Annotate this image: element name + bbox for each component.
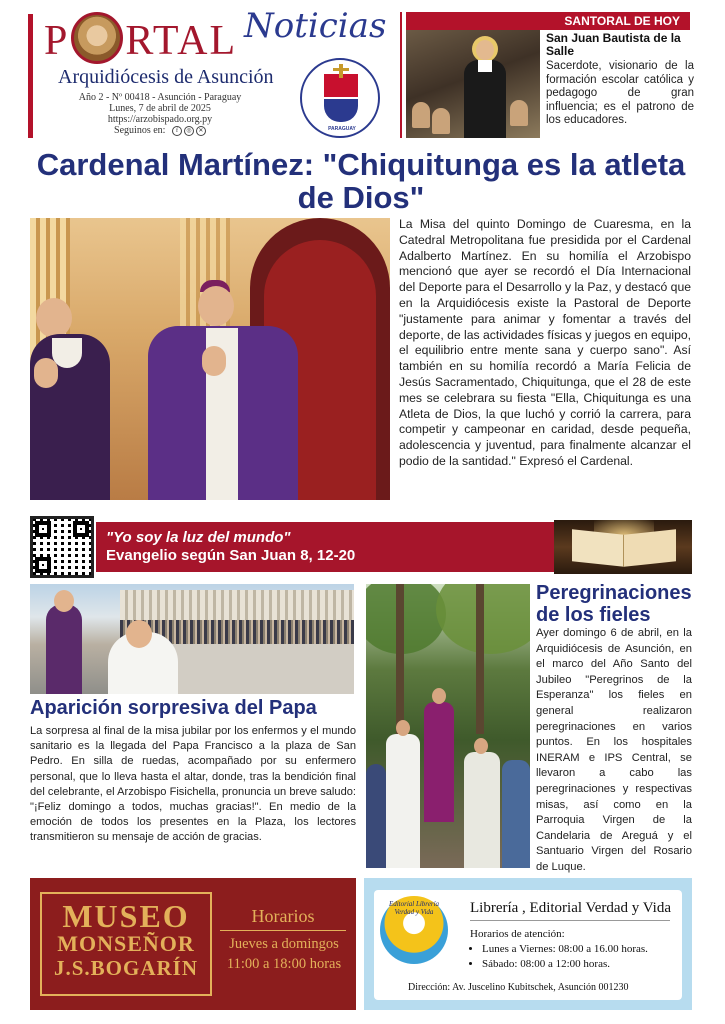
masthead-accent-bar <box>28 14 33 138</box>
gospel-quote: "Yo soy la luz del mundo" <box>106 529 291 546</box>
papa-article-title[interactable]: Aparición sorpresiva del Papa <box>30 697 317 719</box>
museo-line1: MUSEO <box>62 898 190 934</box>
pope-square-photo <box>30 584 354 694</box>
gospel-banner[interactable] <box>96 522 554 572</box>
facebook-icon[interactable]: f <box>172 126 182 136</box>
libreria-ad[interactable] <box>364 878 692 1010</box>
museo-line3: J.S.BOGARÍN <box>53 956 199 980</box>
celebrant-figure <box>46 604 82 694</box>
museo-line2: MONSEÑOR <box>57 931 195 956</box>
cathedral-mass-photo <box>30 218 390 500</box>
open-bible-image <box>554 520 692 574</box>
museo-horarios <box>218 934 350 974</box>
museo-days: Jueves a domingos <box>229 936 339 952</box>
saint-figure <box>462 36 506 138</box>
pilgrimage-title[interactable]: Peregrinaciones de los fieles <box>536 582 692 626</box>
social-icons <box>172 126 206 136</box>
follow-label: Seguinos en: <box>114 125 166 136</box>
saint-name: San Juan Bautista de la Salle <box>546 31 681 58</box>
brand-noticias: Noticias <box>244 6 387 46</box>
museo-horarios-title: Horarios <box>251 906 315 926</box>
edition-line: Año 2 - Nº 00418 - Asunción - Paraguay <box>78 92 242 103</box>
museo-ad[interactable] <box>30 878 356 1010</box>
colonnade <box>120 590 354 620</box>
brand-portal: P RTAL <box>44 12 237 67</box>
main-article-body: La Misa del quinto Domingo de Cuaresma, en la Catedral Metropolitana fue presidida por el Cardenal Adalberto Martínez. En su homilía el Arzobispo mencionó que ayer se recordó el Día Internacional del Deporte para el Desarrollo y la Paz, y destacó que en la Arquidiócesis existe la Pastoral de Deporte "justamente para animar y fomentar a través del deporte, de las actividades físicas y juegos en equipo, el equilibrio entre mente sana y cuerpo sano". Así también en su homilía recordó a María Felicia de Jesús Sacramentado, Chiquitunga, que el 28 de este mes se celebrara su fiesta "Ella, Chiquitunga es una Atleta de Dios, la que luchó y corrió la carrera, para competir y campeonar en caridad, desde pequeña, adolescencia y juventud, para finalmente alcanzar el podio de la santidad." Expresó el Cardenal. <box>399 217 692 468</box>
instagram-icon[interactable]: ◎ <box>184 126 194 136</box>
follow-row <box>60 125 260 136</box>
libreria-card <box>374 890 682 1000</box>
masthead-divider <box>400 12 402 138</box>
seal-shield <box>324 74 358 122</box>
schedule-saturday: • Sábado: 08:00 a 12:00 horas. <box>482 957 648 972</box>
saint-image <box>406 30 540 138</box>
pilgrimage-photo <box>366 584 530 868</box>
libreria-title: Librería , Editorial Verdad y Vida <box>470 900 671 916</box>
pilgrimage-body: Ayer domingo 6 de abril, en la Arquidiócesis de Asunción, en el marco del Año Santo del Jubileo "Peregrinos de la Esperanza" los fieles en general realizaron peregrinaciones en varios puntos. En los hospitales INERAM e IPS Central, se llevaron a cabo las peregrinaciones y respectivas misas, así como en la Parroquia Virgen de la Candelaria de Areguá y el Santuario Virgen del Rosario de Luque. <box>536 627 692 873</box>
date-line: Lunes, 7 de abril de 2025 <box>109 103 211 114</box>
libreria-attention-label: Horarios de atención: <box>470 928 565 940</box>
libreria-logo-text: Editorial Librería Verdad y Vida <box>388 900 440 916</box>
archdiocese-seal-icon <box>300 58 380 138</box>
papa-article-body: La sorpresa al final de la misa jubilar por los enfermos y el mundo sanitario es la llegada del Papa Francisco a la plaza de San Pedro. En silla de ruedas, acompañado por su enfermero personal, que lo lleva hasta el altar, donde, tras la bendición final del celebrante, el Arzobispo Fisichella, pronuncia un breve saludo: "¡Feliz domingo a todos, muchas gracias!". En medio de la emoción de todos los presentes en la Plaza, los lectores transmitieron su mensaje de acción de gracias. <box>30 725 356 844</box>
saint-description: Sacerdote, visionario de la formación escolar católica y pedagogo de gran influencia; es el patrono de los educadores. <box>546 60 694 126</box>
virgin-medallion-icon <box>71 12 123 64</box>
libreria-schedule <box>482 942 648 972</box>
santoral-tab: SANTORAL DE HOY <box>406 12 690 30</box>
schedule-weekdays: • Lunes a Viernes: 08:00 a 16.00 horas. <box>482 942 648 957</box>
altar-server-figure <box>386 734 420 868</box>
libreria-address: Dirección: Av. Juscelino Kubitschek, Asunción 001230 <box>408 982 629 993</box>
seal-cross-icon <box>339 64 343 78</box>
museo-hours: 11:00 a 18:00 horas <box>226 956 342 972</box>
qr-code-icon[interactable] <box>30 516 94 578</box>
gospel-reference: Evangelio según San Juan 8, 12-20 <box>106 547 356 564</box>
masthead-meta <box>60 92 260 136</box>
main-headline[interactable]: Cardenal Martínez: "Chiquitunga es la atleta de Dios" <box>36 147 686 215</box>
museo-name-box <box>40 892 212 996</box>
seal-label: PARAGUAY <box>328 126 356 132</box>
masthead-subtitle: Arquidiócesis de Asunción <box>58 66 274 88</box>
priest-figure <box>424 702 454 822</box>
x-icon[interactable]: ✕ <box>196 126 206 136</box>
libreria-logo-icon <box>380 896 448 964</box>
site-link[interactable]: https://arzobispado.org.py <box>107 114 213 125</box>
